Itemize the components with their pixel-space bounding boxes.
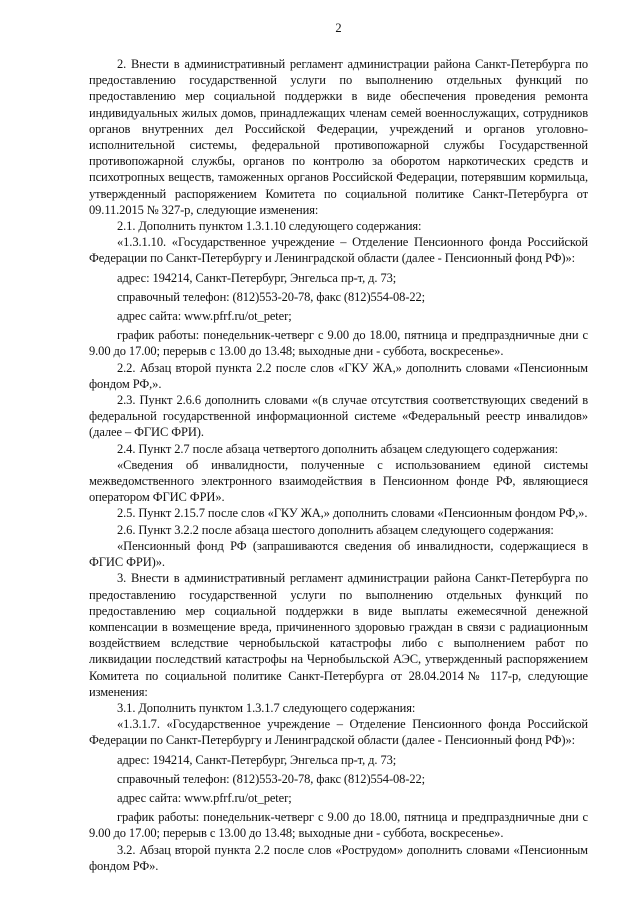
- page-number: 2: [335, 21, 342, 35]
- paragraph-quote-pension-fund: «Пенсионный фонд РФ (запрашиваются сведения об инвалидности, содержащиеся в ФГИС ФРИ)».: [89, 538, 588, 570]
- paragraph-quote-1-3-1-10: «1.3.1.10. «Государственное учреждение – Отделение Пенсионного фонда Российской Федерации по Санкт-Петербургу и Ленинградской области (далее - Пенсионный фонд РФ)»:: [89, 235, 588, 266]
- paragraph-item-2-2: 2.2. Абзац второй пункта 2.2 после слов «ГКУ ЖА,» дополнить словами «Пенсионным фондом РФ,».: [89, 360, 588, 391]
- paragraph-quote-disability-info: «Сведения об инвалидности, полученные с использованием единой системы межведомственного электронного взаимодействия в Пенсионном фонде РФ, являющиеся оператором ФГИС ФРИ».: [89, 457, 588, 505]
- paragraph-phone: справочный телефон: (812)553-20-78, факс (812)554-08-22;: [117, 289, 426, 304]
- paragraph-item-3-1: 3.1. Дополнить пунктом 1.3.1.7 следующего содержания:: [117, 700, 416, 715]
- paragraph-item-2: 2. Внести в административный регламент администрации района Санкт-Петербурга по предоставлению государственной услуги по выполнению отдельных функций по предоставлению мер социальной поддержки в виде обеспечения проведения ремонта индивидуальных жилых домов, принадлежащих членам семей военнослужащих, сотрудников органов внутренних дел Российской Федерации, учреждений и органов уголовно-исполнительной системы, федеральной противопожарной службы Государственной противопожарной службы, органов по контролю за оборотом наркотических средств и психотропных веществ, таможенных органов Российской Федерации, потерявшим кормильца, утвержденный распоряжением Комитета по социальной политике Санкт-Петербурга от 09.11.2015 № 327-р, следующие изменения:: [89, 57, 588, 217]
- paragraph-schedule-2: график работы: понедельник-четверг с 9.00 до 18.00, пятница и предпраздничные дни с 9.00 до 17.00; перерыв с 13.00 до 13.48; выходные дни - суббота, воскресенье».: [89, 810, 588, 841]
- paragraph-website-2: адрес сайта: www.pfrf.ru/ot_peter;: [117, 790, 292, 805]
- paragraph-item-2-6: 2.6. Пункт 3.2.2 после абзаца шестого дополнить абзацем следующего содержания:: [117, 522, 554, 537]
- paragraph-address: адрес: 194214, Санкт-Петербург, Энгельса пр-т, д. 73;: [117, 270, 397, 285]
- paragraph-phone-2: справочный телефон: (812)553-20-78, факс (812)554-08-22;: [117, 771, 426, 786]
- paragraph-item-2-4: 2.4. Пункт 2.7 после абзаца четвертого дополнить абзацем следующего содержания:: [117, 441, 558, 456]
- paragraph-item-3: 3. Внести в административный регламент администрации района Санкт-Петербурга по предоставлению государственной услуги по выполнению отдельных функций по предоставлению мер социальной поддержки в виде выплаты ежемесячной денежной компенсации в возмещение вреда, причиненного здоровью граждан в связи с радиационным воздействием вследствие чернобыльской катастрофы либо с выполнением работ по ликвидации последствий катастрофы на Чернобыльской АЭС, утвержденный распоряжением Комитета по социальной политике Санкт-Петербурга от 28.04.2014№ 117-р, следующие изменения:: [89, 571, 588, 699]
- paragraph-website: адрес сайта: www.pfrf.ru/ot_peter;: [117, 309, 292, 324]
- paragraph-quote-1-3-1-7: «1.3.1.7. «Государственное учреждение – Отделение Пенсионного фонда Российской Федерации по Санкт-Петербургу и Ленинградской области (далее - Пенсионный фонд РФ)»:: [89, 717, 588, 748]
- paragraph-item-2-1: 2.1. Дополнить пунктом 1.3.1.10 следующего содержания:: [117, 219, 422, 234]
- paragraph-item-3-2: 3.2. Абзац второй пункта 2.2 после слов «Рострудом» дополнить словами «Пенсионным фондом РФ».: [89, 842, 588, 873]
- paragraph-address-2: адрес: 194214, Санкт-Петербург, Энгельса пр-т, д. 73;: [117, 752, 397, 767]
- paragraph-schedule: график работы: понедельник-четверг с 9.00 до 18.00, пятница и предпраздничные дни с 9.00 до 17.00; перерыв с 13.00 до 13.48; выходные дни - суббота, воскресенье».: [89, 328, 588, 359]
- paragraph-item-2-5: 2.5. Пункт 2.15.7 после слов «ГКУ ЖА,» дополнить словами «Пенсионным фондом РФ,».: [117, 506, 588, 521]
- paragraph-item-2-3: 2.3. Пункт 2.6.6 дополнить словами «(в случае отсутствия соответствующих сведений в федеральной государственной информационной системе «Федеральный реестр инвалидов» (далее – ФГИС ФРИ).: [89, 393, 588, 440]
